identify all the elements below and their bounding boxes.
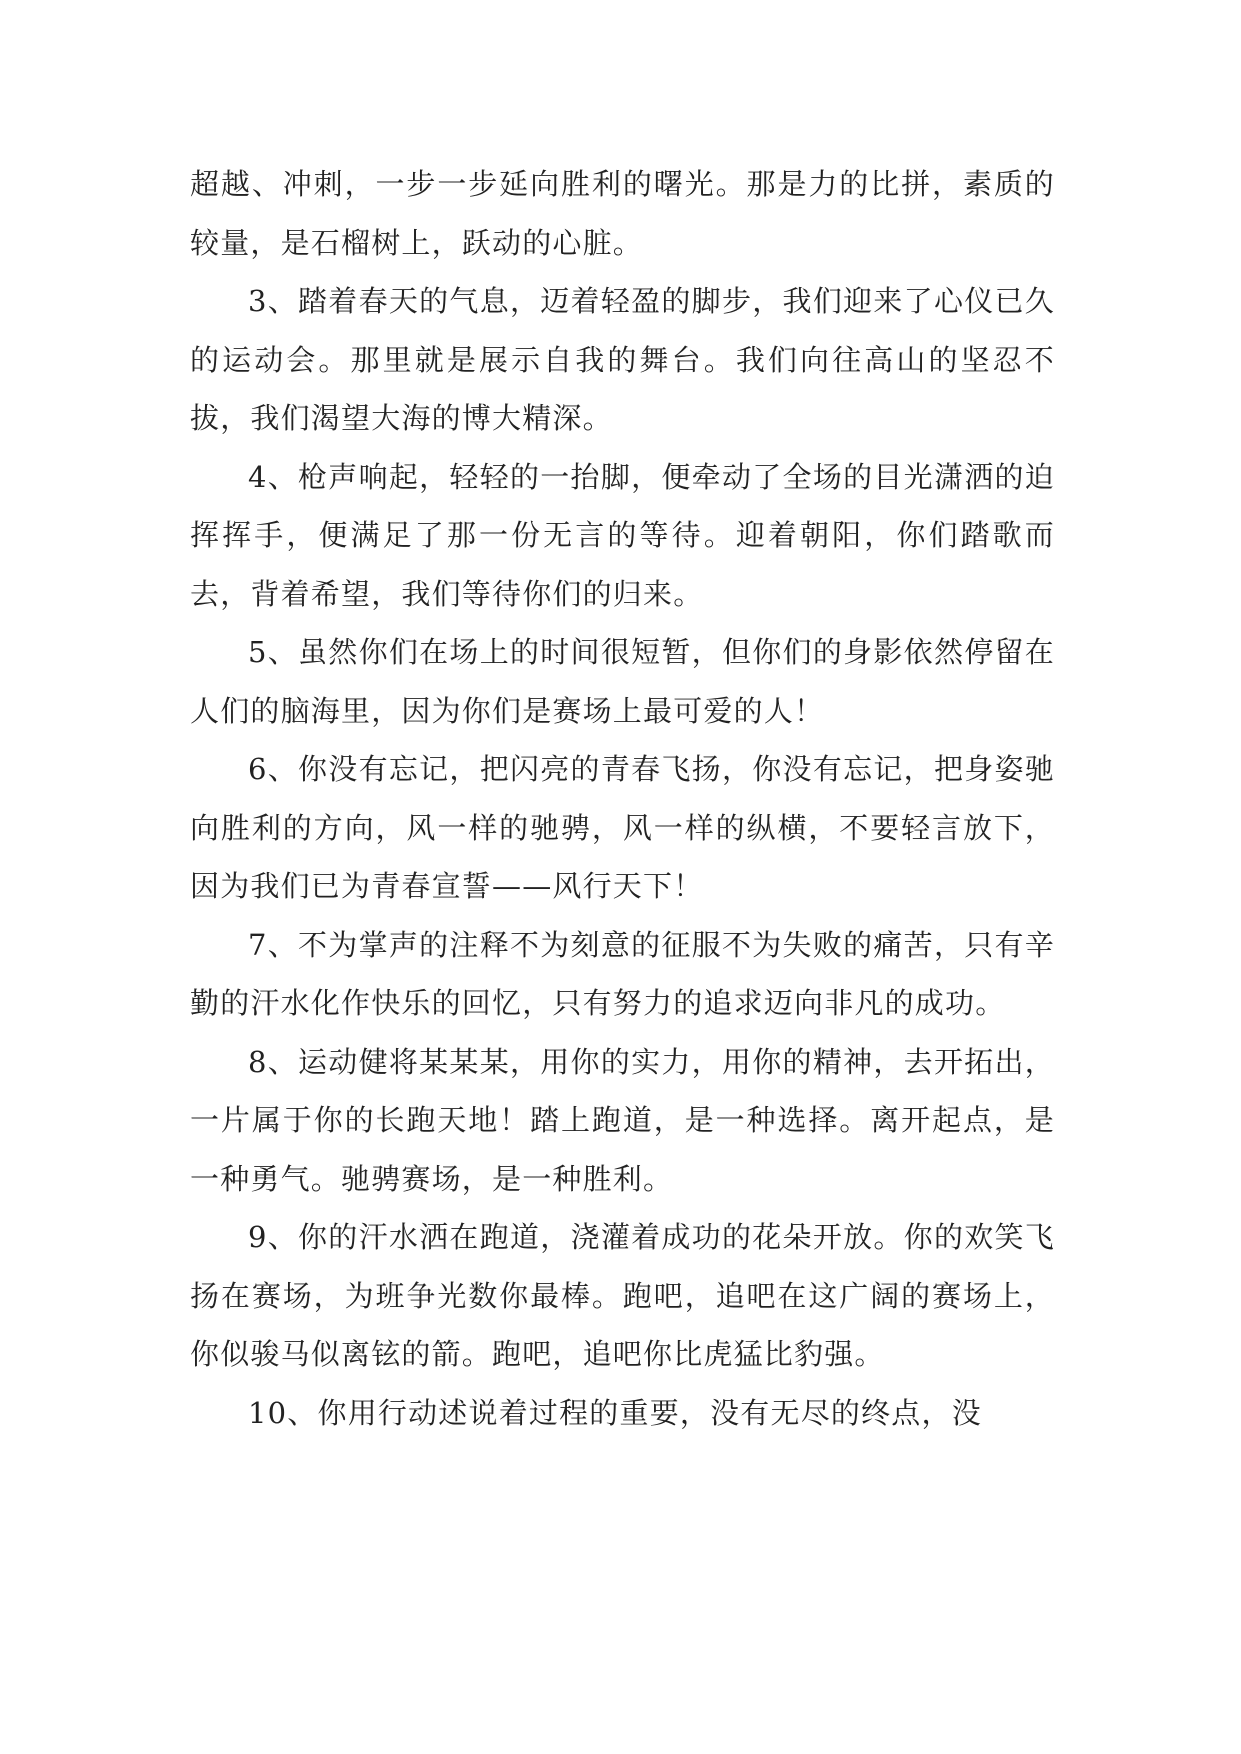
paragraph-6: 6、你没有忘记，把闪亮的青春飞扬，你没有忘记，把身姿驰向胜利的方向，风一样的驰骋，风一样的纵横，不要轻言放下，因为我们已为青春宣誓——风行天下！ <box>190 752 1055 903</box>
paragraph-9: 9、你的汗水洒在跑道，浇灌着成功的花朵开放。你的欢笑飞扬在赛场，为班争光数你最棒。跑吧，追吧在这广阔的赛场上，你似骏马似离铉的箭。跑吧，追吧你比虎猛比豹强。 <box>190 1220 1055 1371</box>
paragraph-5: 5、虽然你们在场上的时间很短暂，但你们的身影依然停留在人们的脑海里，因为你们是赛场上最可爱的人！ <box>190 635 1055 728</box>
document-body <box>190 155 1055 1442</box>
paragraph-3: 3、踏着春天的气息，迈着轻盈的脚步，我们迎来了心仪已久的运动会。那里就是展示自我的舞台。我们向往高山的坚忍不拔，我们渴望大海的博大精深。 <box>190 284 1055 435</box>
paragraph-10: 10、你用行动述说着过程的重要，没有无尽的终点，没 <box>248 1395 982 1430</box>
paragraph-8: 8、运动健将某某某，用你的实力，用你的精神，去开拓出，一片属于你的长跑天地！踏上跑道，是一种选择。离开起点，是一种勇气。驰骋赛场，是一种胜利。 <box>190 1044 1055 1196</box>
paragraph-continuation: 超越、冲刺，一步一步延向胜利的曙光。那是力的比拼，素质的较量，是石榴树上，跃动的心脏。 <box>190 167 1055 260</box>
paragraph-4: 4、枪声响起，轻轻的一抬脚，便牵动了全场的目光潇洒的迫挥挥手，便满足了那一份无言的等待。迎着朝阳，你们踏歌而去，背着希望，我们等待你们的归来。 <box>190 459 1055 611</box>
paragraph-7: 7、不为掌声的注释不为刻意的征服不为失败的痛苦，只有辛勤的汗水化作快乐的回忆，只有努力的追求迈向非凡的成功。 <box>190 927 1055 1020</box>
